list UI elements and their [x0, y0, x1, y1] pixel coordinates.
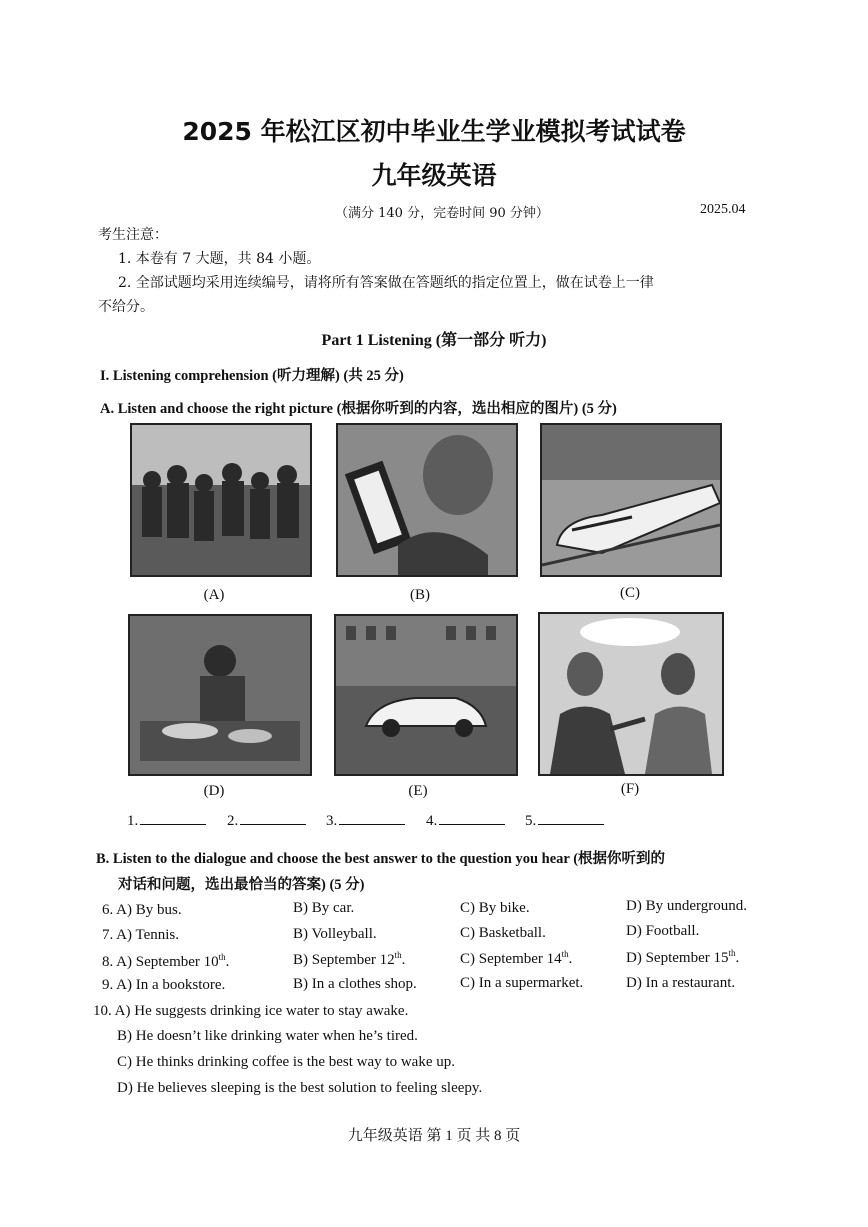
answer-blank-number: 5. — [525, 813, 537, 829]
score-info: （满分 140 分，完卷时间 90 分钟） — [335, 206, 549, 221]
picture-f-two-people — [538, 612, 724, 776]
answer-blank-number: 4. — [426, 813, 438, 829]
section-b-heading-cont: 对话和问题，选出最恰当的答案) (5 分) — [118, 877, 365, 893]
q7-option-a: 7. A) Tennis. — [102, 927, 180, 943]
picture-d-label: (D) — [203, 783, 225, 799]
q6-option-b: B) By car. — [293, 900, 355, 916]
section-b-heading: B. Listen to the dialogue and choose the best answer to the question you hear (根据你听到的 — [96, 851, 666, 867]
q10-option-d: D) He believes sleeping is the best solution to feeling sleepy. — [117, 1080, 483, 1096]
q6-option-a: 6. A) By bus. — [102, 902, 182, 918]
q6-option-d: D) By underground. — [626, 898, 747, 914]
picture-d-cooking — [128, 614, 312, 776]
q10-option-c: C) He thinks drinking coffee is the best way to wake up. — [117, 1054, 455, 1070]
exam-title: 2025 年松江区初中毕业生学业模拟考试试卷 — [182, 117, 686, 146]
picture-e-car-street — [334, 614, 518, 776]
page-footer: 九年级英语 第 1 页 共 8 页 — [347, 1128, 521, 1144]
answer-blank-4[interactable] — [426, 810, 505, 830]
exam-subtitle: 九年级英语 — [371, 161, 497, 190]
q10-option-a: 10. A) He suggests drinking ice water to stay awake. — [93, 1003, 409, 1019]
exam-date: 2025.04 — [700, 202, 746, 217]
notice-item-2: 2. 全部试题均采用连续编号，请将所有答案做在答题纸的指定位置上，做在试卷上一律 — [118, 275, 654, 291]
answer-blank-number: 2. — [227, 813, 239, 829]
q9-option-c: C) In a supermarket. — [460, 975, 584, 991]
answer-blank-number: 1. — [127, 813, 139, 829]
picture-c-train — [540, 423, 722, 577]
answer-blank-2[interactable] — [227, 810, 306, 830]
q7-option-b: B) Volleyball. — [293, 926, 377, 942]
q10-option-b: B) He doesn’t like drinking water when he’s tired. — [117, 1028, 418, 1044]
part1-heading: Part 1 Listening (第一部分 听力) — [321, 332, 547, 349]
q9-option-d: D) In a restaurant. — [626, 975, 736, 991]
q8-option-d: D) September 15th. — [626, 948, 740, 966]
notice-item-2-continued: 不给分。 — [98, 299, 154, 315]
notice-heading: 考生注意： — [98, 227, 168, 243]
section-a-heading: A. Listen and choose the right picture (根据你听到的内容，选出相应的图片) (5 分) — [100, 401, 617, 417]
notice-item-1: 1. 本卷有 7 大题，共 84 小题。 — [118, 251, 321, 267]
q8-option-b: B) September 12th. — [293, 950, 406, 968]
picture-a-label: (A) — [203, 587, 225, 603]
q7-option-d: D) Football. — [626, 923, 700, 939]
q8-option-a: 8. A) September 10th. — [102, 952, 230, 970]
q8-option-c: C) September 14th. — [460, 949, 573, 967]
q9-option-a: 9. A) In a bookstore. — [102, 977, 226, 993]
picture-a-crowd — [130, 423, 312, 577]
picture-b-label: (B) — [410, 587, 430, 603]
q6-option-c: C) By bike. — [460, 900, 530, 916]
answer-blank-5[interactable] — [525, 810, 604, 830]
answer-blank-1[interactable] — [127, 810, 206, 830]
picture-b-phone — [336, 423, 518, 577]
picture-c-label: (C) — [620, 585, 640, 601]
q7-option-c: C) Basketball. — [460, 925, 546, 941]
q9-option-b: B) In a clothes shop. — [293, 976, 417, 992]
section-1-heading: I. Listening comprehension (听力理解) (共 25 分) — [100, 368, 404, 384]
answer-blank-3[interactable] — [326, 810, 405, 830]
picture-f-label: (F) — [620, 781, 640, 797]
answer-blank-number: 3. — [326, 813, 338, 829]
picture-e-label: (E) — [408, 783, 428, 799]
